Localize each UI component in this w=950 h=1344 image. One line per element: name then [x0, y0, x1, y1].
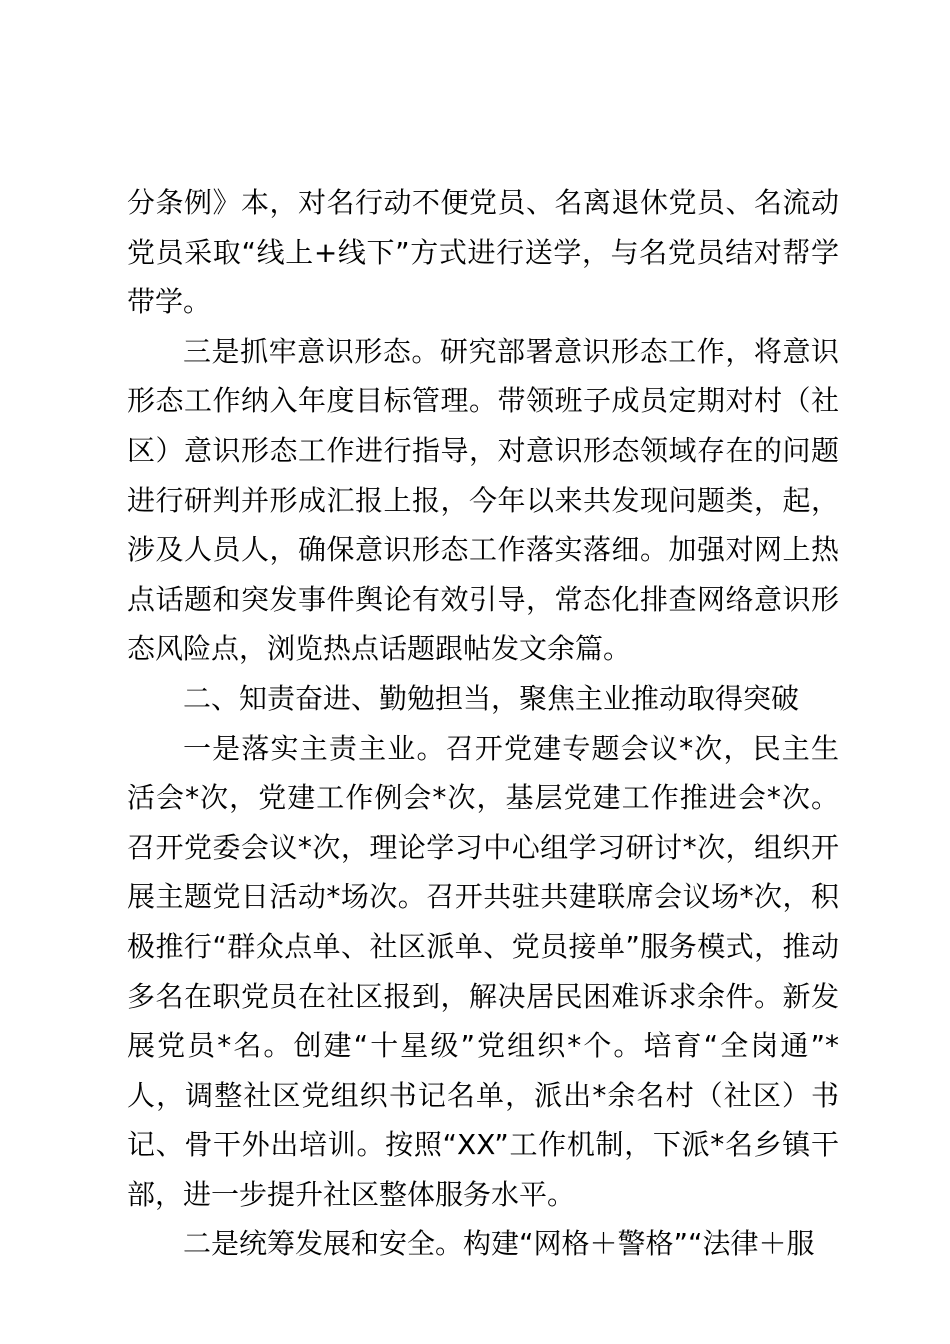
paragraph-development-security: 二是统筹发展和安全。构建“网格＋警格”“法律＋服: [183, 1227, 815, 1261]
paragraph-continuation: 分条例》本，对名行动不便党员、名离退休党员、名流动党员采取“线上+线下”方式进行送学，与名党员结对帮学带学。: [127, 186, 839, 319]
section-heading: 二、知责奋进、勤勉担当，聚焦主业推动取得突破: [183, 681, 800, 715]
paragraph-ideology: 三是抓牢意识形态。研究部署意识形态工作，将意识形态工作纳入年度目标管理。带领班子成员定期对村（社区）意识形态工作进行指导，对意识形态领域存在的问题进行研判并形成汇报上报，今年以来共发现问题类，起，涉及人员人，确保意识形态工作落实落细。加强对网上热点话题和突发事件舆论有效引导，常态化排查网络意识形态风险点，浏览热点话题跟帖发文余篇。: [127, 334, 839, 666]
paragraph-main-duty: 一是落实主责主业。召开党建专题会议*次，民主生活会*次，党建工作例会*次，基层党建工作推进会*次。召开党委会议*次，理论学习中心组学习研讨*次，组织开展主题党日活动*场次。召开共驻共建联席会议场*次，积极推行“群众点单、社区派单、党员接单”服务模式，推动多名在职党员在社区报到，解决居民困难诉求余件。新发展党员*名。创建“十星级”党组织*个。培育“全岗通”*人，调整社区党组织书记名单，派出*余名村（社区）书记、骨干外出培训。按照“XX”工作机制，下派*名乡镇干部，进一步提升社区整体服务水平。: [127, 731, 839, 1211]
document-body: [127, 178, 839, 1269]
